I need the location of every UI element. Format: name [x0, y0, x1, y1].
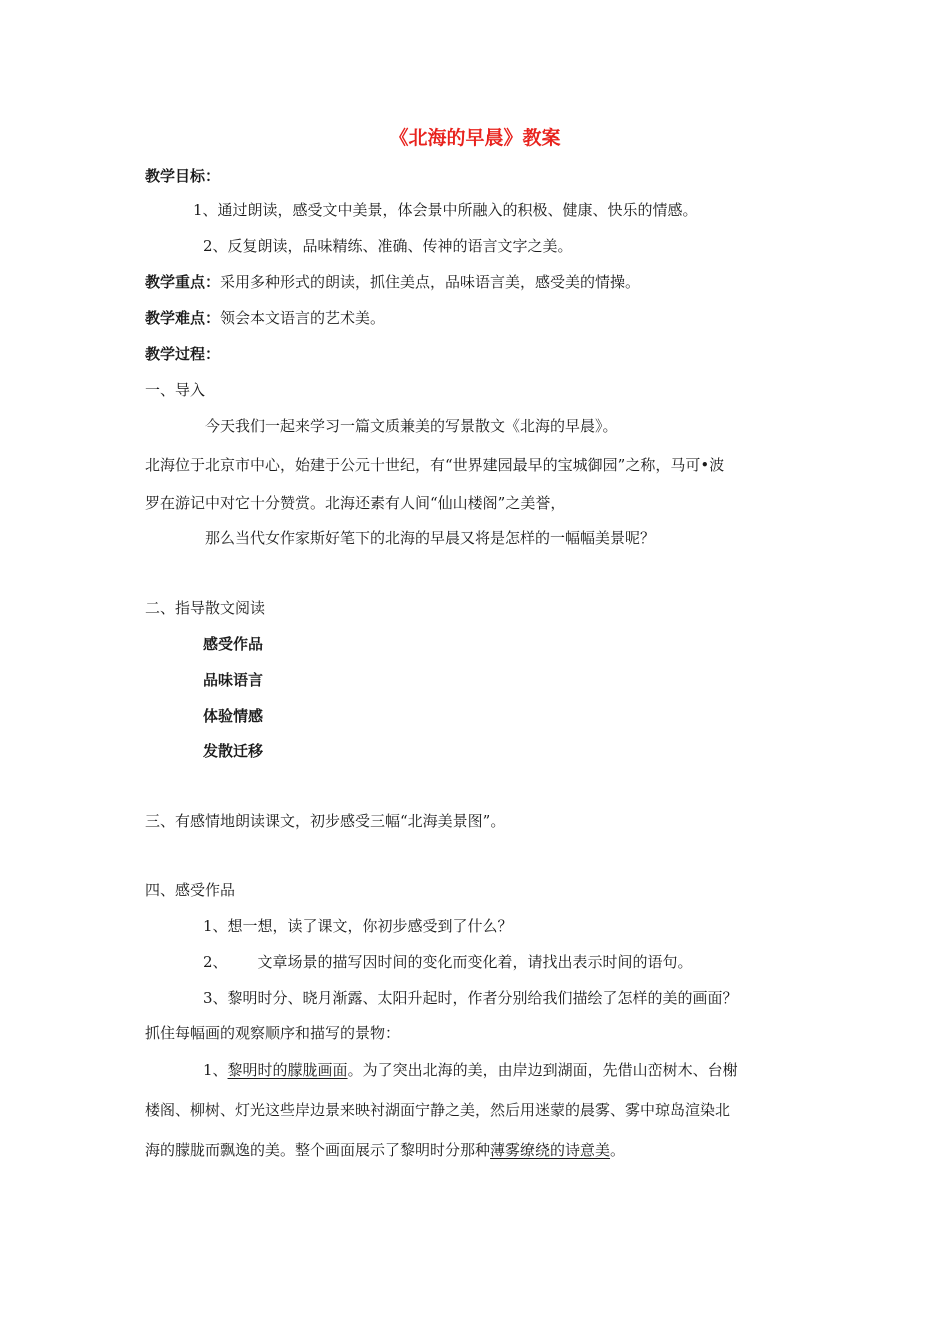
section-2-item: 体验情感 — [203, 707, 264, 725]
section-1-paragraph-1: 今天我们一起来学习一篇文质兼美的写景散文《北海的早晨》。 — [205, 417, 618, 435]
section-2-heading: 二、指导散文阅读 — [145, 599, 266, 617]
difficulties-label: 教学难点： — [145, 309, 221, 327]
section-1-paragraph-3: 那么当代女作家斯好笔下的北海的早晨又将是怎样的一幅幅美景呢？ — [205, 529, 656, 547]
answer-1-line-2: 楼阁、柳树、灯光这些岸边景来映衬湖面宁静之美，然后用迷蒙的晨雾、雾中琼岛渲染北 — [145, 1101, 731, 1119]
answer-1-title: 黎明时的朦胧画面 — [227, 1061, 348, 1079]
answer-1-highlight: 薄雾缭绕的诗意美 — [490, 1141, 611, 1159]
difficulties-text: 领会本文语言的艺术美。 — [220, 309, 386, 327]
section-1-heading: 一、导入 — [145, 381, 206, 399]
answer-1-line-3 — [145, 1140, 625, 1160]
section-2-item: 品味语言 — [203, 671, 264, 689]
answer-1-line-3-end: 。 — [610, 1141, 626, 1159]
section-4-question-3a: 3、黎明时分、晓月渐露、太阳升起时，作者分别给我们描绘了怎样的美的画面？ — [203, 989, 738, 1007]
answer-1-line-1 — [203, 1060, 738, 1080]
question-2-number: 2、 — [203, 953, 228, 971]
answer-1-number: 1、 — [203, 1061, 228, 1079]
objective-item-1: 1、通过朗读，感受文中美景，体会景中所融入的积极、健康、快乐的情感。 — [193, 201, 698, 219]
section-4-heading: 四、感受作品 — [145, 881, 236, 899]
section-4-question-1: 1、想一想，读了课文，你初步感受到了什么？ — [203, 917, 513, 935]
section-4-question-3b: 抓住每幅画的观察顺序和描写的景物： — [145, 1024, 401, 1042]
answer-1-line-3-text: 海的朦胧而飘逸的美。整个画面展示了黎明时分那种 — [145, 1141, 491, 1159]
document-title: 《北海的早晨》教案 — [389, 127, 561, 149]
answer-1-rest: 。为了突出北海的美，由岸边到湖面，先借山峦树木、台榭 — [347, 1061, 738, 1079]
key-points-line — [145, 272, 640, 292]
process-label: 教学过程： — [145, 345, 221, 363]
section-1-paragraph-2a: 北海位于北京市中心，始建于公元十世纪，有“世界建园最早的宝城御园”之称，马可•波 — [145, 456, 725, 474]
section-2-item: 发散迁移 — [203, 742, 264, 760]
section-4-question-2 — [203, 952, 693, 972]
section-3-heading: 三、有感情地朗读课文，初步感受三幅“北海美景图”。 — [145, 812, 506, 830]
key-points-text: 采用多种形式的朗读，抓住美点，品味语言美，感受美的情操。 — [220, 273, 641, 291]
section-2-item: 感受作品 — [203, 635, 264, 653]
objectives-label: 教学目标： — [145, 167, 221, 185]
question-2-text: 文章场景的描写因时间的变化而变化着，请找出表示时间的语句。 — [257, 953, 693, 971]
difficulties-line — [145, 308, 385, 328]
key-points-label: 教学重点： — [145, 273, 221, 291]
objective-item-2: 2、反复朗读，品味精练、准确、传神的语言文字之美。 — [203, 237, 573, 255]
section-1-paragraph-2b: 罗在游记中对它十分赞赏。北海还素有人间“仙山楼阁”之美誉， — [145, 494, 566, 512]
